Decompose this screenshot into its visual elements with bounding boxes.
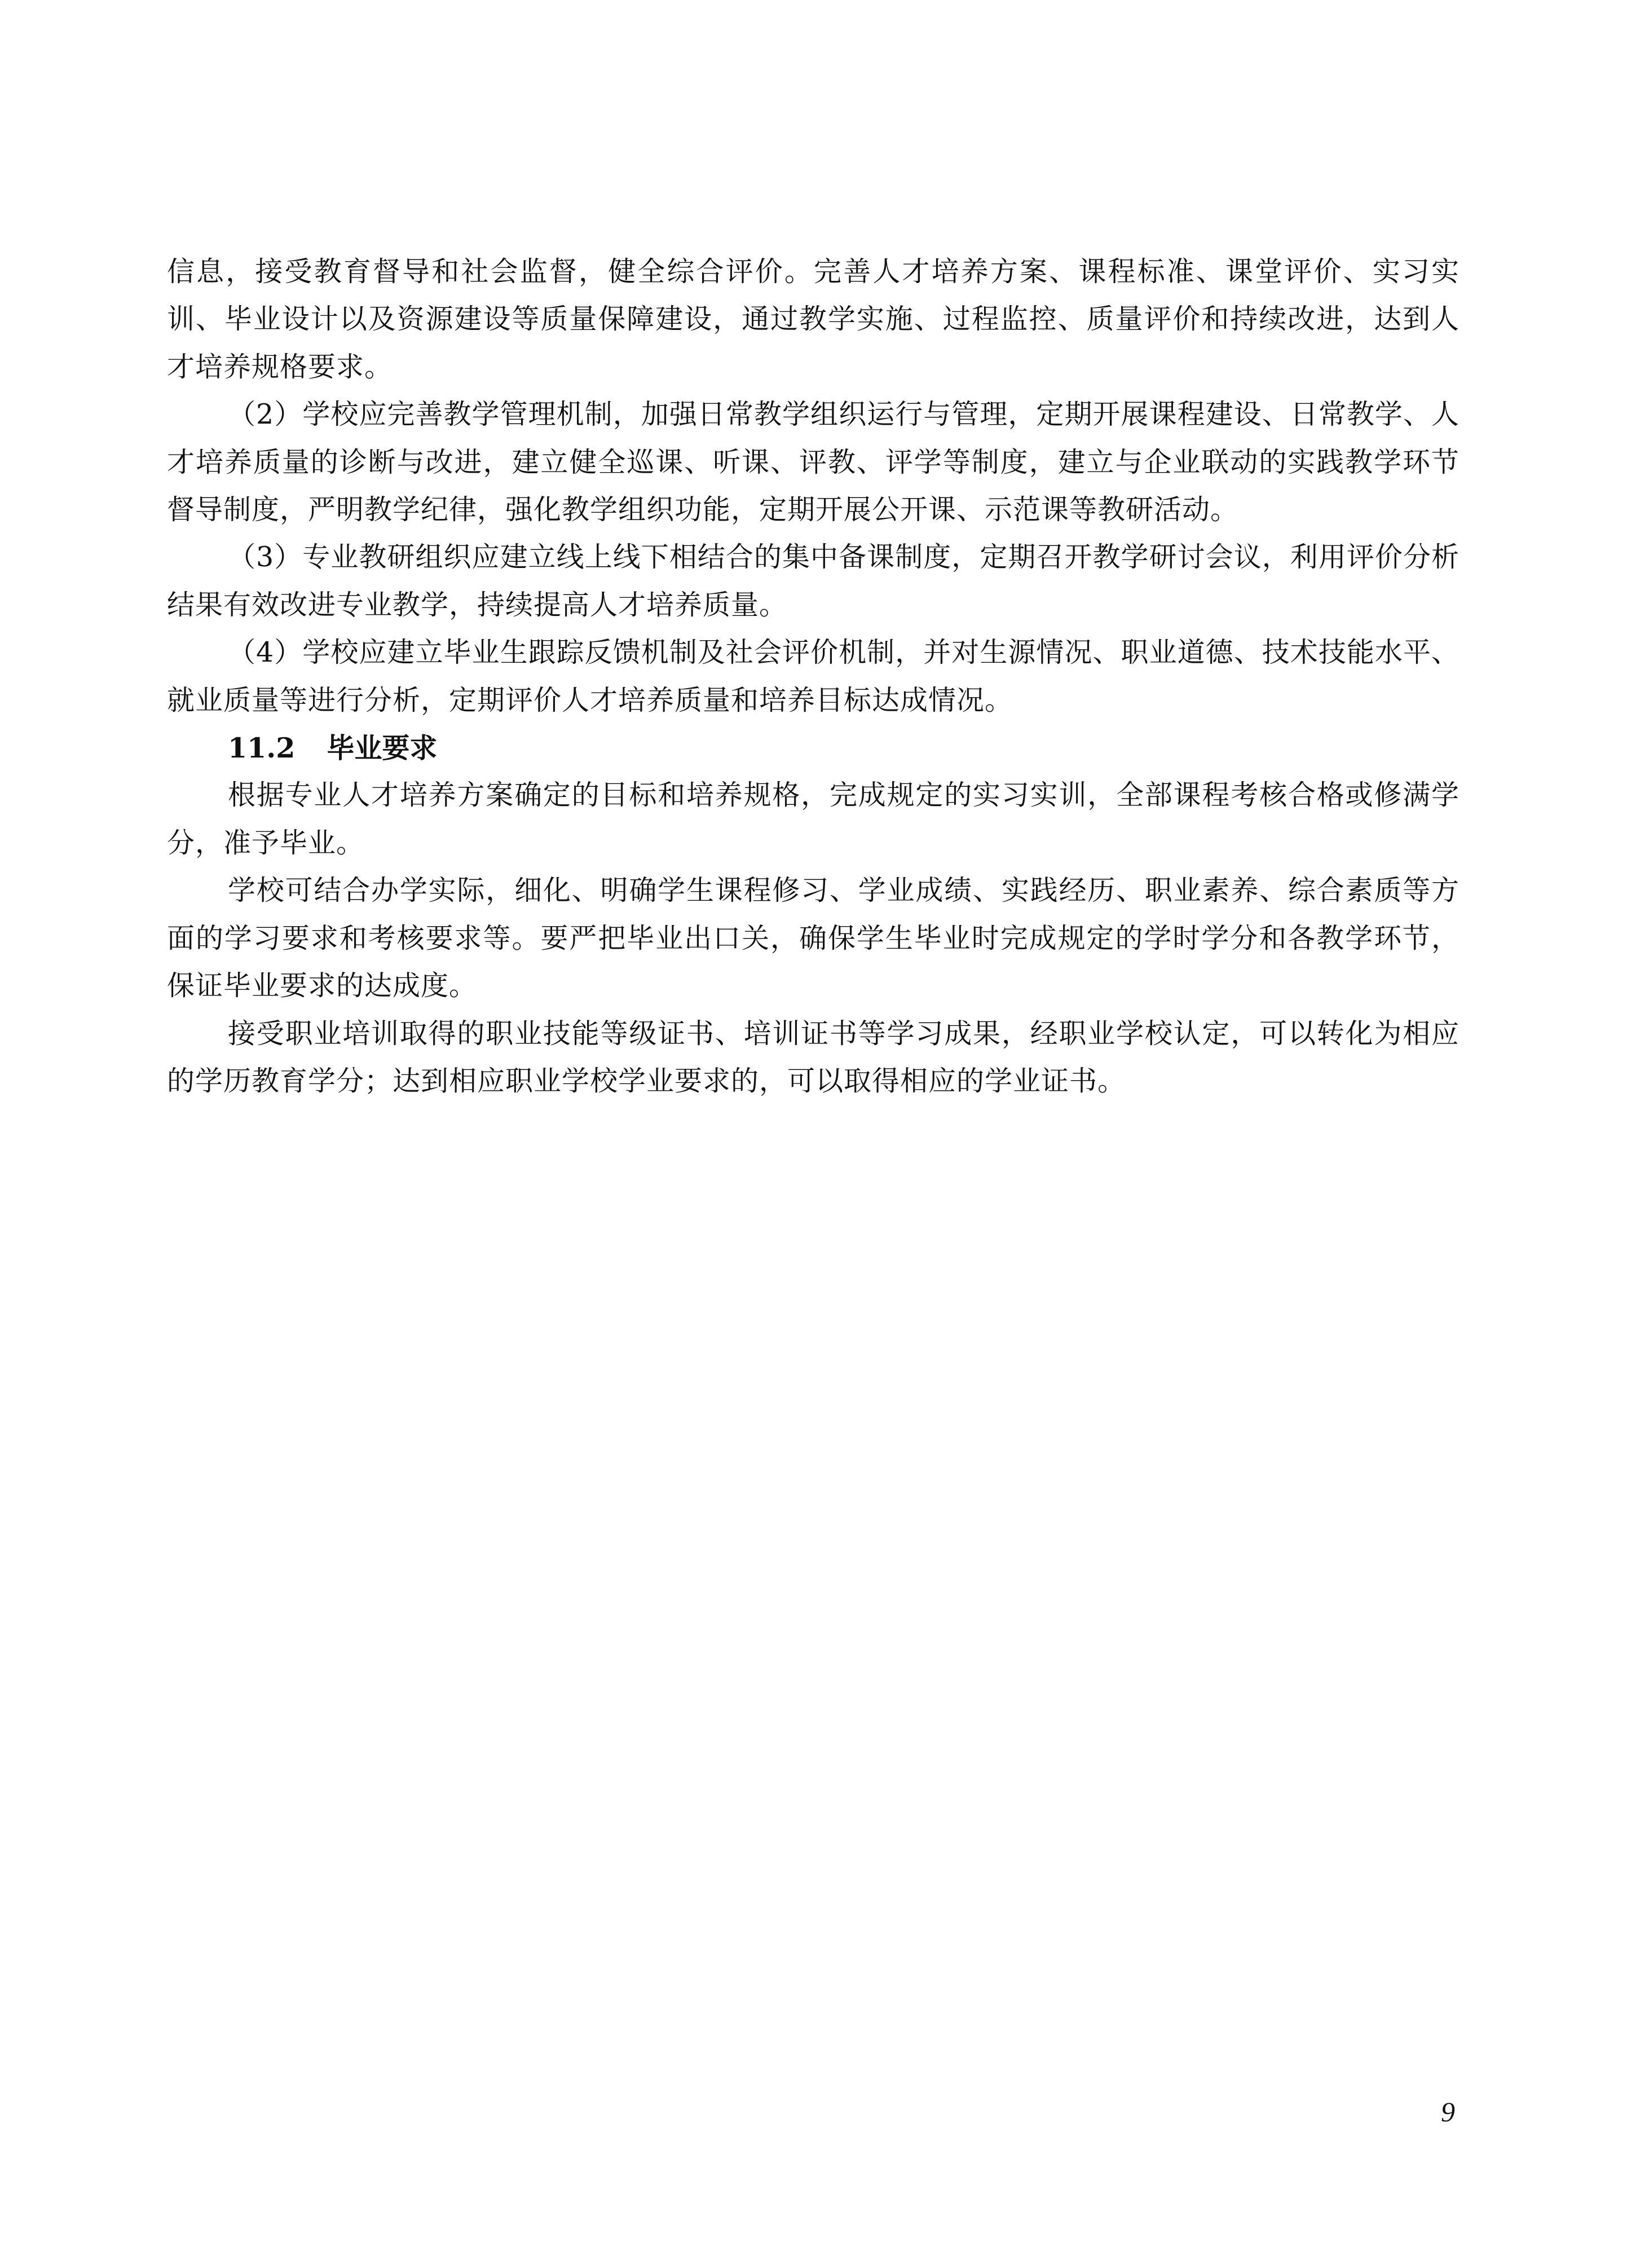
section-paragraph-2: 学校可结合办学实际，细化、明确学生课程修习、学业成绩、实践经历、职业素养、综合素质等方面的学习要求和考核要求等。要严把毕业出口关，确保学生毕业时完成规定的学时学分和各教学环节，保证毕业要求的达成度。 xyxy=(167,874,1460,1002)
body-paragraph-item-4: （4）学校应建立毕业生跟踪反馈机制及社会评价机制，并对生源情况、职业道德、技术技能水平、就业质量等进行分析，定期评价人才培养质量和培养目标达成情况。 xyxy=(167,636,1460,716)
page-body xyxy=(167,248,1460,1105)
section-title: 毕业要求 xyxy=(327,732,438,765)
page-number: 9 xyxy=(1441,2096,1455,2128)
section-paragraph-1: 根据专业人才培养方案确定的目标和培养规格，完成规定的实习实训，全部课程考核合格或修满学分，准予毕业。 xyxy=(167,779,1460,859)
body-paragraph-item-2: （2）学校应完善教学管理机制，加强日常教学组织运行与管理，定期开展课程建设、日常教学、人才培养质量的诊断与改进，建立健全巡课、听课、评教、评学等制度，建立与企业联动的实践教学环节督导制度，严明教学纪律，强化教学组织功能，定期开展公开课、示范课等教研活动。 xyxy=(167,398,1460,526)
section-paragraph-3: 接受职业培训取得的职业技能等级证书、培训证书等学习成果，经职业学校认定，可以转化为相应的学历教育学分；达到相应职业学校学业要求的，可以取得相应的学业证书。 xyxy=(167,1017,1460,1097)
body-paragraph-continuation: 信息，接受教育督导和社会监督，健全综合评价。完善人才培养方案、课程标准、课堂评价、实习实训、毕业设计以及资源建设等质量保障建设，通过教学实施、过程监控、质量评价和持续改进，达到人才培养规格要求。 xyxy=(167,256,1460,383)
section-heading xyxy=(167,724,1460,772)
body-paragraph-item-3: （3）专业教研组织应建立线上线下相结合的集中备课制度，定期召开教学研讨会议，利用评价分析结果有效改进专业教学，持续提高人才培养质量。 xyxy=(167,541,1460,621)
section-number: 11.2 xyxy=(228,732,296,765)
